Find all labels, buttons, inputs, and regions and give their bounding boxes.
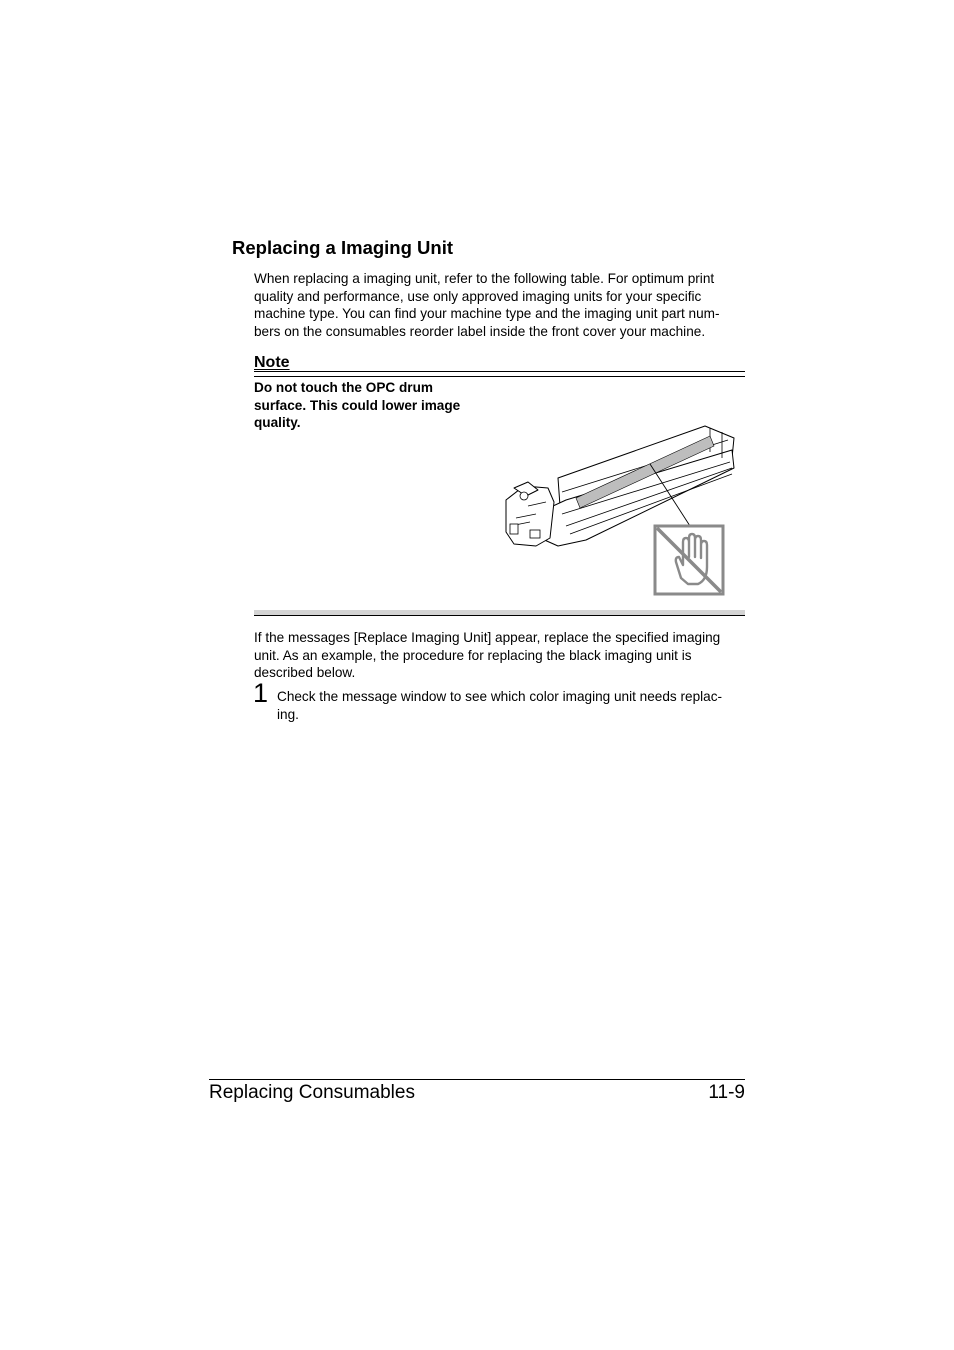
step-line: Check the message window to see which color imaging unit needs replac- — [277, 689, 723, 704]
footer-chapter-title: Replacing Consumables — [209, 1082, 415, 1103]
intro-line: machine type. You can find your machine type and the imaging unit part num- — [254, 306, 720, 322]
body-paragraph — [254, 629, 746, 682]
footer-rule — [209, 1079, 745, 1080]
note-line: Do not touch the OPC drum — [254, 380, 433, 395]
body-line: described below. — [254, 665, 356, 681]
intro-line: When replacing a imaging unit, refer to the following table. For optimum print — [254, 271, 715, 286]
intro-line: quality and performance, use only approved imaging units for your specific — [254, 288, 702, 304]
footer-page-number: 11-9 — [708, 1082, 745, 1103]
body-line: If the messages [Replace Imaging Unit] appear, replace the specified imaging — [254, 630, 721, 645]
note-line: surface. This could lower image — [254, 397, 461, 413]
note-top-rule-inner — [254, 376, 745, 377]
no-touch-hand-icon — [655, 526, 723, 594]
note-bottom-rule — [254, 615, 745, 616]
step-number: 1 — [253, 678, 269, 708]
step-text — [277, 688, 745, 723]
note-top-rule — [254, 371, 745, 372]
intro-paragraph — [254, 270, 746, 341]
note-line: quality. — [254, 415, 301, 431]
imaging-unit-illustration — [500, 422, 740, 600]
step-line: ing. — [277, 706, 299, 722]
note-text — [254, 379, 486, 432]
intro-line: bers on the consumables reorder label inside the front cover your machine. — [254, 324, 706, 340]
body-line: unit. As an example, the procedure for replacing the black imaging unit is — [254, 647, 692, 663]
note-heading: Note — [254, 354, 290, 371]
section-title: Replacing a Imaging Unit — [232, 237, 453, 258]
